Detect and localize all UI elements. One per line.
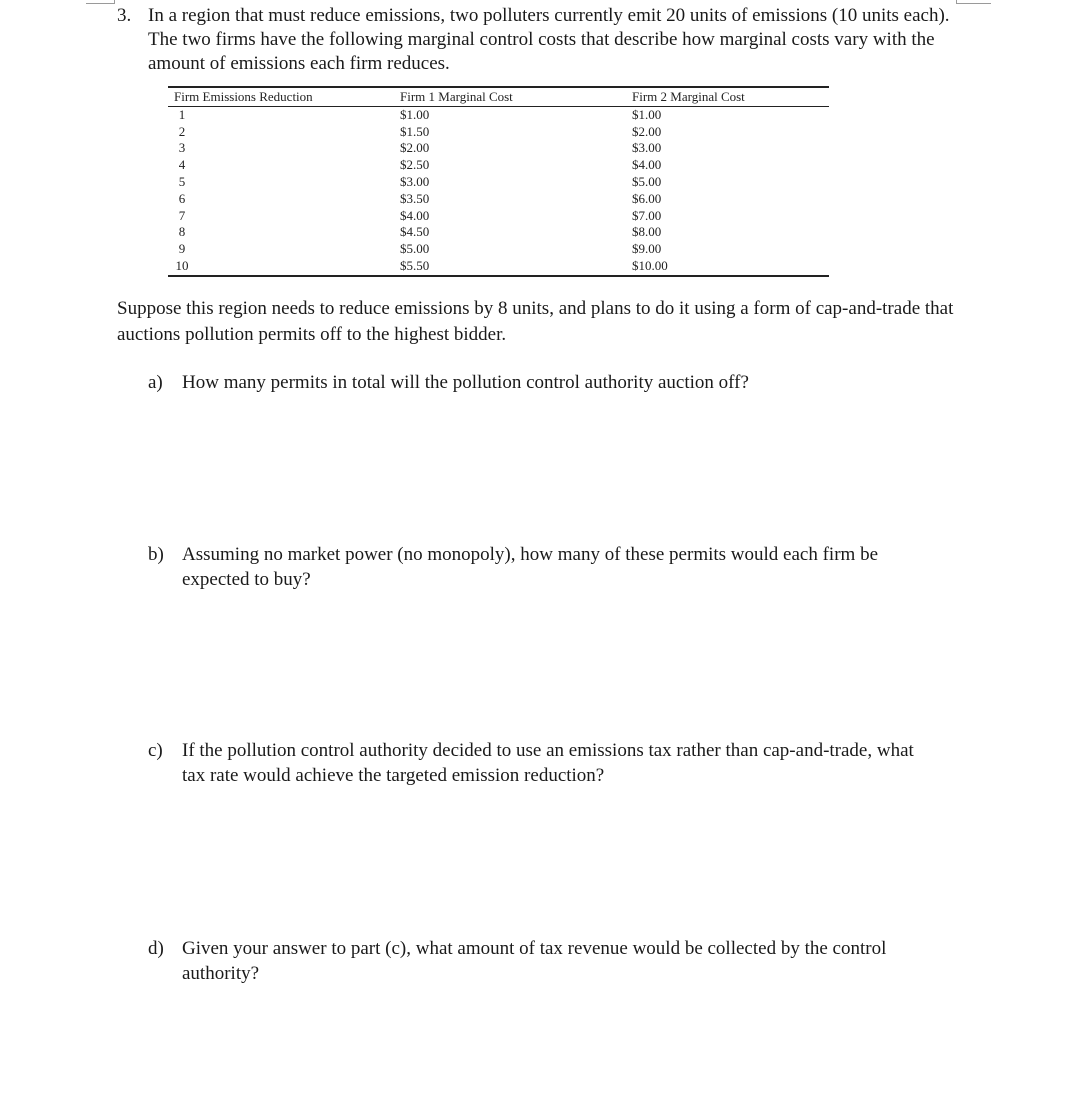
cell-firm1-cost: $1.50: [400, 123, 430, 139]
cell-firm2-cost: $2.00: [632, 123, 662, 139]
table-row: [168, 140, 829, 157]
subquestion-a-text: How many permits in total will the pollution control authority auction off?: [182, 372, 749, 393]
cell-emissions-reduction: [168, 208, 400, 225]
cell-firm1-cost: $5.00: [400, 241, 430, 257]
cell-firm2-cost: $10.00: [632, 257, 668, 273]
cell-emissions-reduction: [168, 106, 400, 123]
table-row: [168, 258, 829, 276]
cell-emissions-reduction: [168, 174, 400, 191]
scenario-paragraph: Suppose this region needs to reduce emissions by 8 units, and plans to do it using a form of cap-and-trade that auctions pollution permits off to the highest bidder.: [117, 298, 954, 345]
table-row: [168, 191, 829, 208]
reduction-value: 7: [178, 207, 186, 223]
table-row: [168, 174, 829, 191]
cell-firm2-cost: $7.00: [632, 207, 662, 223]
subquestion-b: [148, 542, 938, 592]
subquestion-d-label: d): [148, 938, 164, 959]
subquestion-c: [148, 738, 938, 788]
reduction-value: 4: [178, 157, 186, 173]
header-emissions-reduction: Firm Emissions Reduction: [168, 87, 400, 106]
reduction-value: 2: [178, 123, 186, 139]
table-header-row: [168, 87, 829, 106]
subquestion-a: [148, 370, 938, 395]
header-firm2-marginal-cost: Firm 2 Marginal Cost: [632, 87, 829, 106]
cell-emissions-reduction: [168, 258, 400, 276]
cell-firm1-cost: $1.00: [400, 106, 430, 122]
page-corner-mark-left: [86, 0, 115, 4]
cell-firm1-cost: $4.50: [400, 224, 430, 240]
header-firm1-marginal-cost: Firm 1 Marginal Cost: [400, 87, 632, 106]
reduction-value: 10: [175, 257, 189, 273]
cell-emissions-reduction: [168, 224, 400, 241]
question-number: 3.: [117, 5, 132, 26]
cell-firm2-cost: $4.00: [632, 157, 662, 173]
cell-emissions-reduction: [168, 140, 400, 157]
cell-firm2-cost: $3.00: [632, 140, 662, 156]
cell-firm1-cost: $2.50: [400, 157, 430, 173]
cell-firm1-cost: $4.00: [400, 207, 430, 223]
reduction-value: 5: [178, 173, 186, 189]
cell-firm2-cost: $9.00: [632, 241, 662, 257]
marginal-cost-table: [168, 86, 829, 277]
reduction-value: 9: [178, 241, 186, 257]
cell-firm2-cost: $6.00: [632, 190, 662, 206]
cell-firm1-cost: $3.50: [400, 190, 430, 206]
cell-emissions-reduction: [168, 191, 400, 208]
subquestion-d: [148, 936, 938, 986]
table-row: [168, 224, 829, 241]
subquestion-c-text: If the pollution control authority decided to use an emissions tax rather than cap-and-trade, what tax rate would achieve the targeted emission reduction?: [182, 740, 914, 786]
subquestion-b-label: b): [148, 544, 164, 565]
cell-firm2-cost: $8.00: [632, 224, 662, 240]
cell-emissions-reduction: [168, 241, 400, 258]
table-body: [168, 106, 829, 275]
question-3: [117, 4, 967, 76]
question-text: In a region that must reduce emissions, two polluters currently emit 20 units of emissions (10 units each). The two firms have the following marginal control costs that describe how marginal costs vary with the amount of emissions each firm reduces.: [148, 5, 950, 74]
table-row: [168, 208, 829, 225]
cell-emissions-reduction: [168, 124, 400, 141]
cell-firm1-cost: $3.00: [400, 173, 430, 189]
subquestion-b-text: Assuming no market power (no monopoly), how many of these permits would each firm be expected to buy?: [182, 544, 878, 590]
subquestion-a-label: a): [148, 372, 163, 393]
cell-firm1-cost: $2.00: [400, 140, 430, 156]
cell-firm2-cost: $5.00: [632, 173, 662, 189]
cell-firm1-cost: $5.50: [400, 257, 430, 273]
reduction-value: 6: [178, 190, 186, 206]
table-row: [168, 106, 829, 123]
reduction-value: 8: [178, 224, 186, 240]
cell-emissions-reduction: [168, 157, 400, 174]
table-row: [168, 124, 829, 141]
subquestion-c-label: c): [148, 740, 163, 761]
table-row: [168, 241, 829, 258]
reduction-value: 1: [178, 106, 186, 122]
cell-firm2-cost: $1.00: [632, 106, 662, 122]
table-row: [168, 157, 829, 174]
subquestion-d-text: Given your answer to part (c), what amount of tax revenue would be collected by the control authority?: [182, 938, 887, 984]
reduction-value: 3: [178, 140, 186, 156]
